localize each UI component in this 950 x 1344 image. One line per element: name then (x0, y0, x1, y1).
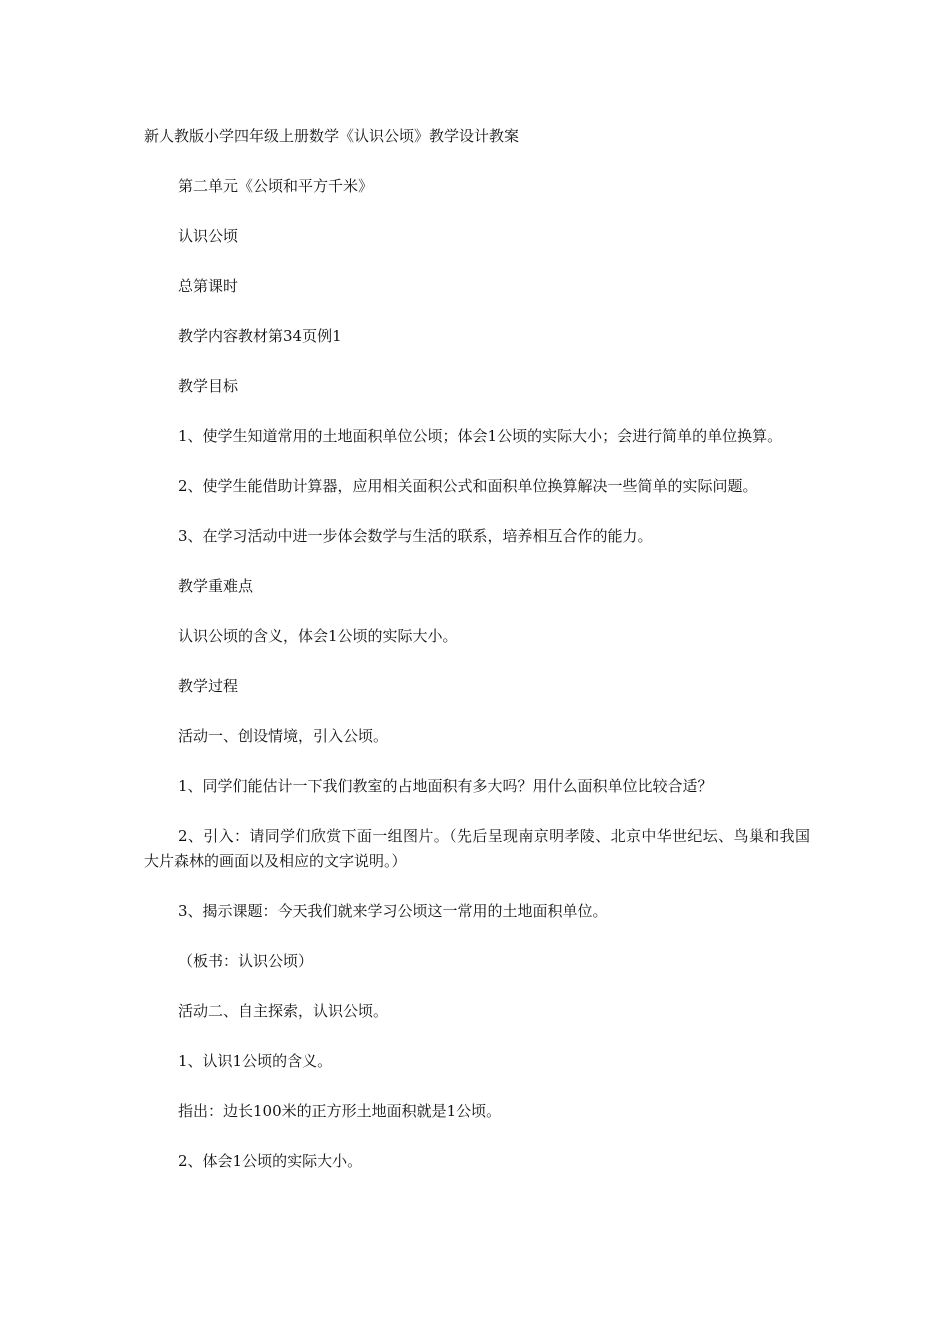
heading-process: 教学过程 (178, 677, 239, 695)
paragraph-objective-2: 2、使学生能借助计算器，应用相关面积公式和面积单位换算解决一些简单的实际问题。 (178, 477, 758, 495)
document-body (144, 124, 810, 1199)
paragraph-content: 教学内容教材第34页例1 (178, 327, 342, 345)
paragraph-activity-1-step-3: 3、揭示课题：今天我们就来学习公顷这一常用的土地面积单位。 (178, 902, 608, 920)
heading-key-points: 教学重难点 (178, 577, 254, 595)
paragraph-activity-1-step-2: 2、引入：请同学们欣赏下面一组图片。（先后呈现南京明孝陵、北京中华世纪坛、鸟巢和我国大片森林的画面以及相应的文字说明。） (144, 827, 810, 870)
paragraph-lesson-name: 认识公顷 (178, 227, 239, 245)
paragraph-key-point: 认识公顷的含义，体会1公顷的实际大小。 (178, 627, 458, 645)
heading-activity-1: 活动一、创设情境，引入公顷。 (178, 727, 389, 745)
heading-objectives: 教学目标 (178, 377, 239, 395)
paragraph-board-note: （板书：认识公顷） (178, 952, 314, 970)
paragraph-activity-1-step-1: 1、同学们能估计一下我们教室的占地面积有多大吗？用什么面积单位比较合适？ (178, 777, 713, 795)
paragraph-objective-3: 3、在学习活动中进一步体会数学与生活的联系，培养相互合作的能力。 (178, 527, 653, 545)
document-title: 新人教版小学四年级上册数学《认识公顷》教学设计教案 (144, 127, 520, 145)
paragraph-unit: 第二单元《公顷和平方千米》 (178, 177, 374, 195)
paragraph-objective-1: 1、使学生知道常用的土地面积单位公顷；体会1公顷的实际大小；会进行简单的单位换算。 (178, 427, 783, 445)
paragraph-definition: 指出：边长100米的正方形土地面积就是1公顷。 (178, 1102, 502, 1120)
paragraph-activity-2-step-2: 2、体会1公顷的实际大小。 (178, 1152, 363, 1170)
paragraph-period: 总第课时 (178, 277, 239, 295)
paragraph-activity-2-step-1: 1、认识1公顷的含义。 (178, 1052, 333, 1070)
heading-activity-2: 活动二、自主探索，认识公顷。 (178, 1002, 389, 1020)
